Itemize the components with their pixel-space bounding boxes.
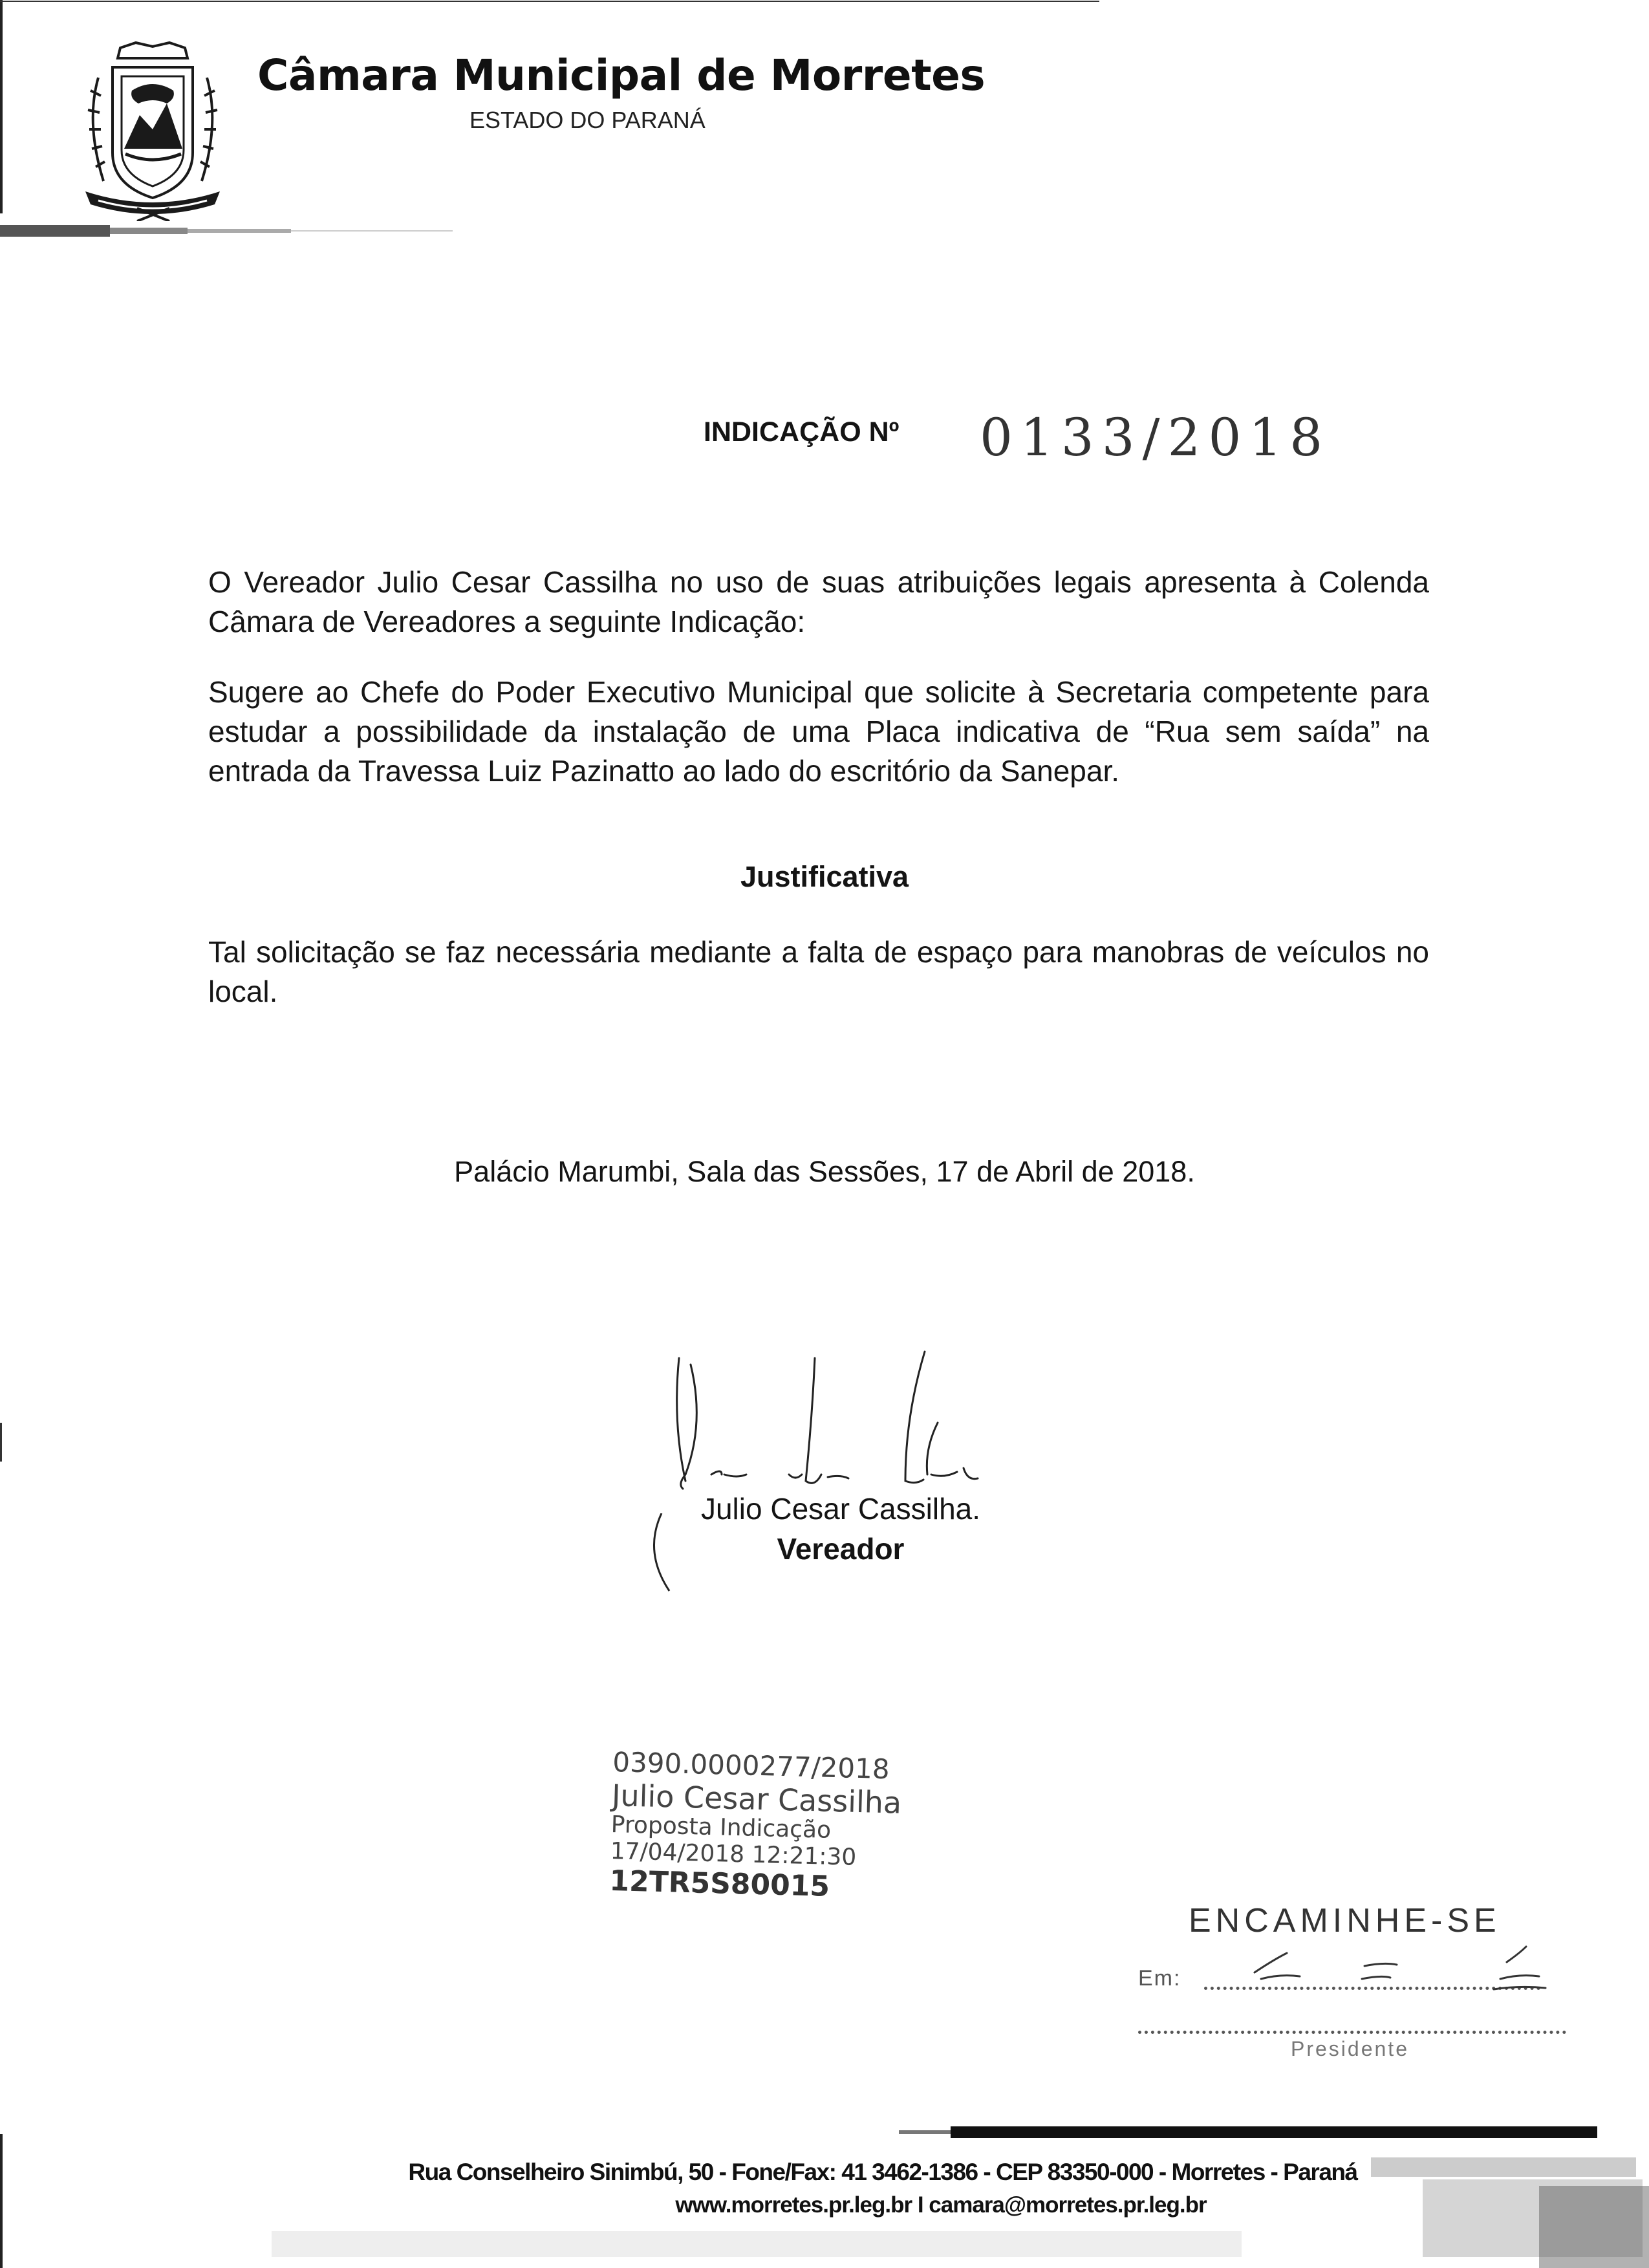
footer-contact-links: www.morretes.pr.leg.br I camara@morretes.pr.leg.br	[675, 2192, 1207, 2218]
municipal-crest-logo	[72, 39, 233, 221]
header-divider	[0, 219, 453, 242]
signature-stroke	[643, 1513, 695, 1597]
scan-edge	[0, 0, 8, 2268]
forward-stamp-label: ENCAMINHE-SE	[1189, 1902, 1501, 1939]
request-paragraph: Sugere ao Chefe do Poder Executivo Municipal que solicite à Secretaria competente para estudar a possibilidade da instalação de uma Placa indicativa de “Rua sem saída” na entrada da Travessa Luiz Pazinatto ao lado do escritório da Sanepar.	[208, 675, 1429, 788]
indicacao-number: 0133/2018	[980, 407, 1331, 468]
stamp-handwriting	[1216, 1934, 1565, 1992]
protocol-type: Proposta Indicação	[610, 1811, 832, 1844]
signer-name: Julio Cesar Cassilha.	[700, 1492, 981, 1526]
protocol-code: 12TR5S80015	[609, 1864, 830, 1903]
header-title: Câmara Municipal de Morretes	[257, 50, 986, 100]
footer-divider-bar	[899, 2125, 1597, 2138]
justificativa-paragraph: Tal solicitação se faz necessária mediante a falta de espaço para manobras de veículos no local.	[208, 935, 1429, 1008]
protocol-number: 0390.0000277/2018	[612, 1746, 890, 1786]
signer-role: Vereador	[777, 1532, 905, 1566]
indicacao-label: INDICAÇÃO Nº	[704, 416, 900, 448]
protocol-datetime: 17/04/2018 12:21:30	[610, 1837, 857, 1871]
stamp-date-label: Em:	[1138, 1966, 1181, 1991]
president-label: Presidente	[1291, 2037, 1409, 2060]
handwritten-signature	[660, 1345, 996, 1494]
protocol-author: Julio Cesar Cassilha	[611, 1777, 902, 1820]
president-signature-line	[1138, 2031, 1566, 2034]
header-subtitle: ESTADO DO PARANÁ	[469, 107, 706, 133]
protocol-stamp	[609, 1746, 903, 1905]
intro-paragraph: O Vereador Julio Cesar Cassilha no uso de suas atribuições legais apresenta à Colenda Câmara de Vereadores a seguinte Indicação:	[208, 565, 1429, 638]
justificativa-heading: Justificativa	[740, 860, 909, 893]
place-date: Palácio Marumbi, Sala das Sessões, 17 de Abril de 2018.	[454, 1155, 1195, 1188]
top-edge-line	[0, 0, 1099, 6]
footer-address: Rua Conselheiro Sinimbú, 50 - Fone/Fax: 41 3462-1386 - CEP 83350-000 - Morretes - Paraná	[408, 2159, 1357, 2185]
